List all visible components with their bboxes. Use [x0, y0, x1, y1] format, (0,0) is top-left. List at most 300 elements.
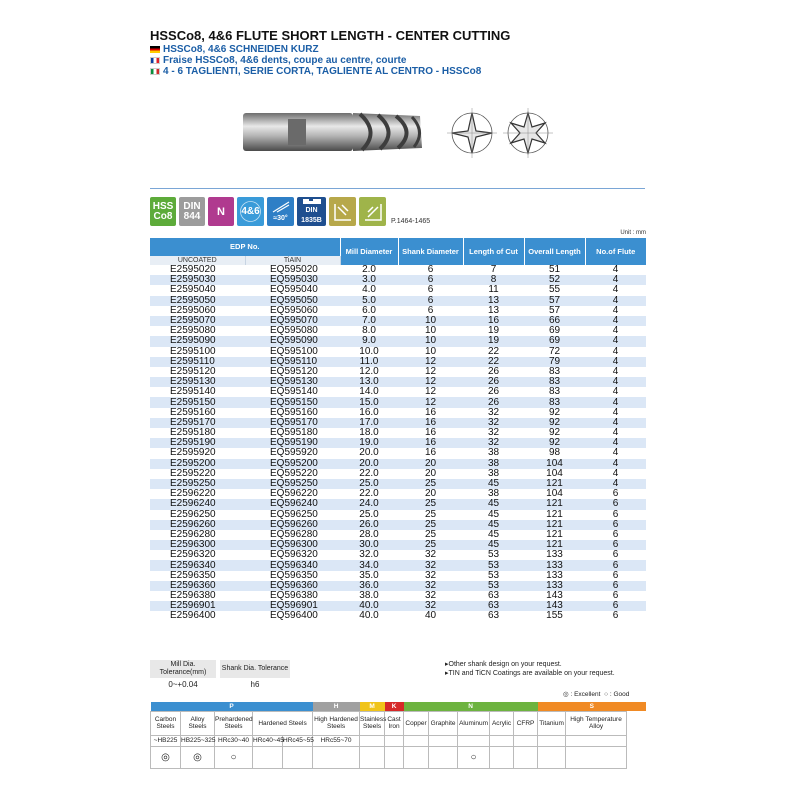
shank-diameter-cell: 12 [398, 357, 463, 367]
length-of-cut-cell: 38 [487, 467, 500, 479]
overall-length-cell: 83 [524, 397, 585, 407]
edp-tiain-cell: EQ595250 [245, 479, 340, 489]
mill-diameter-cell: 11.0 [340, 357, 398, 367]
length-of-cut-cell: 45 [463, 540, 524, 550]
edp-uncoated-cell: E2595150 [150, 397, 245, 407]
note-arrow-icon: ▸ [445, 661, 449, 668]
divider [150, 188, 645, 189]
subtitle-de [150, 44, 650, 55]
material-rating-cell [385, 746, 404, 768]
material-hardness-cell [404, 735, 429, 746]
edp-tiain-cell: EQ596350 [270, 569, 318, 581]
material-group-m: M [360, 702, 385, 711]
flute-count-cell: 6 [612, 528, 619, 540]
table-row [150, 347, 646, 357]
flute-count-header: No.of Flute [585, 238, 646, 265]
flute-count-cell: 4 [585, 418, 646, 428]
table-row [150, 571, 646, 581]
table-row [150, 367, 646, 377]
overall-length-cell: 83 [548, 386, 561, 398]
table-row [150, 581, 646, 591]
shank-diameter-cell: 12 [424, 386, 437, 398]
shank-diameter-cell: 16 [424, 427, 437, 439]
edp-uncoated-cell: E2595030 [150, 275, 245, 285]
material-name-cell: Copper [404, 711, 429, 735]
table-row [150, 306, 646, 316]
shank-diameter-cell: 25 [398, 520, 463, 530]
material-rating-cell [538, 746, 566, 768]
length-of-cut-cell: 26 [487, 365, 500, 377]
good-icon: ○ [604, 691, 609, 698]
table-row [150, 387, 646, 397]
product-illustration [150, 83, 645, 188]
material-name-cell: Graphite [429, 711, 458, 735]
overall-length-cell: 143 [524, 601, 585, 611]
edp-uncoated-cell: E2595190 [150, 438, 245, 448]
overall-length-cell: 83 [548, 365, 561, 377]
shank-diameter-cell: 10 [398, 316, 463, 326]
flute-count-cell: 6 [612, 508, 619, 520]
material-hardness-cell [458, 735, 490, 746]
mill-tolerance-label: Mill Dia. Tolerance(mm) [150, 660, 216, 678]
mill-diameter-cell: 8.0 [362, 325, 376, 337]
edp-tiain-cell: EQ595180 [270, 427, 318, 439]
mill-diameter-cell: 12.0 [359, 365, 379, 377]
material-name-cell: Hardened Steels [253, 711, 313, 735]
overall-length-cell: 66 [524, 316, 585, 326]
length-of-cut-cell: 11 [488, 284, 499, 296]
length-of-cut-cell: 45 [487, 528, 500, 540]
table-row [150, 459, 646, 469]
edp-uncoated-cell: E2595170 [150, 418, 245, 428]
shank-diameter-cell: 12 [398, 377, 463, 387]
edp-uncoated-cell: E2595110 [150, 357, 245, 367]
edp-tiain-cell: EQ595120 [270, 365, 318, 377]
edp-tiain-cell: EQ595110 [245, 357, 340, 367]
overall-length-cell: 143 [546, 590, 563, 602]
material-hardness-cell [490, 735, 514, 746]
overall-length-cell: 133 [524, 560, 585, 570]
edp-tiain-cell: EQ595150 [245, 397, 340, 407]
edp-uncoated-cell: E2596901 [150, 601, 245, 611]
four-flute-end-view-icon [447, 108, 497, 158]
length-of-cut-cell: 63 [487, 590, 500, 602]
material-name-cell: Acrylic [490, 711, 514, 735]
legend-good: Good [613, 691, 630, 698]
table-row [150, 275, 646, 285]
mill-diameter-cell: 40.0 [359, 610, 379, 622]
edp-tiain-cell: EQ595170 [245, 418, 340, 428]
material-group-s: S [538, 702, 646, 711]
length-of-cut-cell: 45 [487, 508, 500, 520]
edp-uncoated-cell: E2595140 [170, 386, 216, 398]
overall-length-cell: 155 [546, 610, 563, 622]
edp-uncoated-cell: E2596220 [170, 488, 216, 500]
german-flag-icon [150, 46, 160, 53]
flute-count-text: 4&6 [241, 205, 260, 217]
flute-count-cell: 4 [585, 357, 646, 367]
overall-length-cell: 79 [524, 357, 585, 367]
shank-diameter-cell: 6 [427, 304, 434, 316]
table-row [150, 316, 646, 326]
table-row [150, 438, 646, 448]
shank-diameter-cell: 16 [398, 418, 463, 428]
edp-uncoated-cell: E2595020 [170, 264, 216, 276]
shank-diameter-cell: 25 [424, 528, 437, 540]
material-hardness-cell [360, 735, 385, 746]
flute-count-cell: 6 [612, 590, 619, 602]
edp-uncoated-cell: E2596360 [150, 581, 245, 591]
material-hardness-cell [538, 735, 566, 746]
edp-uncoated-cell: E2595080 [170, 325, 216, 337]
shank-diameter-cell: 16 [424, 447, 437, 459]
material-table-body [151, 702, 647, 768]
table-row [150, 550, 646, 560]
mill-diameter-cell: 4.0 [362, 284, 376, 296]
edp-tiain-cell: EQ595130 [245, 377, 340, 387]
material-name-cell: Stainless Steels [360, 711, 385, 735]
length-of-cut-cell: 32 [463, 438, 524, 448]
notes [445, 660, 615, 678]
flute-count-cell: 6 [585, 560, 646, 570]
feature-badges [150, 194, 430, 226]
table-row [150, 560, 646, 570]
overall-length-cell: 92 [548, 406, 561, 418]
table-row [150, 479, 646, 489]
length-of-cut-cell: 63 [463, 601, 524, 611]
page-reference: P.1464-1465 [391, 218, 431, 225]
edp-uncoated-cell: E2595200 [150, 459, 245, 469]
table-row [150, 489, 646, 499]
overall-length-cell: 83 [524, 377, 585, 387]
material-name-cell: Prehardened Steels [215, 711, 253, 735]
edp-uncoated-cell: E2596320 [170, 549, 216, 561]
edp-tiain-cell: EQ595030 [245, 275, 340, 285]
table-row [150, 377, 646, 387]
material-name-cell: Titanium [538, 711, 566, 735]
tiain-header: TiAIN [245, 256, 340, 265]
mill-diameter-cell: 6.0 [362, 304, 376, 316]
overall-length-cell: 98 [548, 447, 561, 459]
mill-diameter-cell: 22.0 [359, 488, 379, 500]
flute-count-cell: 4 [585, 275, 646, 285]
edp-tiain-cell: EQ596400 [270, 610, 318, 622]
edp-uncoated-cell: E2595920 [170, 447, 216, 459]
overall-length-cell: 92 [548, 427, 561, 439]
mill-diameter-cell: 20.0 [340, 459, 398, 469]
edp-uncoated-cell: E2595120 [170, 365, 216, 377]
material-names-row [151, 711, 647, 735]
mill-diameter-cell: 38.0 [359, 590, 379, 602]
edp-uncoated-cell: E2596280 [170, 528, 216, 540]
table-row [150, 285, 646, 295]
shank-diameter-cell: 6 [427, 284, 434, 296]
helix-angle-badge [267, 197, 294, 226]
mill-diameter-cell: 3.0 [340, 275, 398, 285]
length-of-cut-cell: 19 [463, 336, 524, 346]
overall-length-cell: 104 [546, 467, 563, 479]
mill-diameter-cell: 20.0 [359, 447, 379, 459]
uncoated-header: UNCOATED [150, 256, 245, 265]
table-row [150, 520, 646, 530]
material-name-cell: High Temperature Alloy [566, 711, 627, 735]
legend-excellent: Excellent [574, 691, 601, 698]
flute-count-cell: 4 [585, 316, 646, 326]
din-844-badge [179, 197, 205, 226]
flute-count-cell: 4 [612, 264, 619, 276]
din2-badge-line1: DIN [305, 207, 318, 214]
flute-count-cell: 6 [585, 540, 646, 550]
shank-diameter-cell: 40 [424, 610, 437, 622]
shank-diameter-cell: 16 [424, 406, 437, 418]
flute-count-cell: 4 [612, 406, 619, 418]
shank-diameter-cell: 25 [424, 508, 437, 520]
edp-tiain-cell: EQ596340 [245, 560, 340, 570]
edp-uncoated-cell: E2595060 [170, 304, 216, 316]
flute-count-cell: 4 [612, 386, 619, 398]
material-rating-cell [514, 746, 538, 768]
flute-count-cell: 4 [612, 467, 619, 479]
shank-diameter-cell: 32 [424, 569, 437, 581]
french-flag-icon [150, 57, 160, 64]
length-of-cut-cell: 53 [487, 569, 500, 581]
flute-count-cell: 4 [612, 427, 619, 439]
overall-length-cell: 92 [524, 418, 585, 428]
shank-diameter-cell: 6 [398, 275, 463, 285]
italian-flag-icon [150, 68, 160, 75]
mill-diameter-cell: 25.0 [359, 508, 379, 520]
table-row [150, 499, 646, 509]
mill-diameter-cell: 19.0 [340, 438, 398, 448]
edp-uncoated-cell: E2596380 [170, 590, 216, 602]
length-of-cut-cell: 8 [463, 275, 524, 285]
overall-length-header: Overall Length [524, 238, 585, 265]
edp-tiain-cell: EQ595160 [270, 406, 318, 418]
material-rating-cell [313, 746, 360, 768]
shank-diameter-cell: 32 [424, 590, 437, 602]
legend: ◎ : Excellent ○ : Good [563, 691, 630, 698]
flute-count-cell: 4 [612, 345, 619, 357]
edp-tiain-cell: EQ596240 [245, 499, 340, 509]
tolerance-table [150, 660, 290, 692]
overall-length-cell: 69 [548, 325, 561, 337]
table-row [150, 265, 646, 275]
overall-length-cell: 121 [524, 479, 585, 489]
edp-uncoated-cell: E2595050 [150, 296, 245, 306]
material-suitability-table [150, 702, 646, 769]
material-rating-cell [404, 746, 429, 768]
product-table [150, 238, 646, 622]
length-of-cut-cell: 32 [487, 427, 500, 439]
edp-uncoated-cell: E2596300 [150, 540, 245, 550]
length-of-cut-cell: 63 [487, 610, 500, 622]
hss-badge-line1: HSS [152, 200, 174, 212]
mill-diameter-cell: 34.0 [340, 560, 398, 570]
flute-count-cell: 4 [585, 377, 646, 387]
overall-length-cell: 104 [524, 459, 585, 469]
shank-icon [301, 197, 323, 206]
material-rating-row [151, 746, 647, 768]
edp-uncoated-cell: E2595220 [170, 467, 216, 479]
product-table-body [150, 265, 646, 622]
mill-diameter-cell: 14.0 [359, 386, 379, 398]
shank-diameter-cell: 32 [398, 601, 463, 611]
flute-count-cell: 4 [585, 336, 646, 346]
subtitle-it [150, 66, 650, 77]
subtitle-fr-text: Fraise HSSCo8, 4&6 dents, coupe au centre, courte [163, 55, 407, 66]
hss-co8-badge [150, 197, 176, 226]
length-of-cut-cell: 19 [487, 325, 500, 337]
end-mill-icon [243, 113, 422, 151]
shank-diameter-cell: 6 [427, 264, 434, 276]
n-type-badge: N [208, 197, 234, 226]
shank-diameter-cell: 10 [424, 325, 437, 337]
material-group-n: N [404, 702, 538, 711]
edp-tiain-cell: EQ595040 [270, 284, 318, 296]
shank-diameter-cell: 20 [424, 488, 437, 500]
mill-diameter-cell: 24.0 [340, 499, 398, 509]
flute-count-cell: 4 [585, 296, 646, 306]
length-of-cut-cell: 53 [463, 560, 524, 570]
table-row [150, 530, 646, 540]
edp-uncoated-cell: E2595070 [150, 316, 245, 326]
material-group-k: K [385, 702, 404, 711]
edp-uncoated-cell: E2595100 [170, 345, 216, 357]
material-hardness-cell: HRc45~55 [283, 737, 314, 744]
length-of-cut-cell: 53 [487, 549, 500, 561]
shank-diameter-cell: 25 [398, 499, 463, 509]
edp-tiain-cell: EQ595090 [245, 336, 340, 346]
end-mill-drawing [150, 83, 645, 188]
length-of-cut-cell: 13 [463, 296, 524, 306]
edp-uncoated-cell: E2596400 [170, 610, 216, 622]
mill-diameter-cell: 15.0 [340, 397, 398, 407]
material-group-row [151, 702, 647, 711]
mill-diameter-cell: 17.0 [340, 418, 398, 428]
helix-angle-icon [271, 200, 291, 214]
mill-diameter-cell: 13.0 [340, 377, 398, 387]
edp-tiain-cell: EQ596380 [270, 590, 318, 602]
length-of-cut-cell: 26 [463, 377, 524, 387]
flute-count-cell: 6 [612, 569, 619, 581]
edp-tiain-cell: EQ595060 [270, 304, 318, 316]
shank-diameter-cell: 25 [398, 540, 463, 550]
overall-length-cell: 57 [548, 304, 561, 316]
shank-diameter-cell: 10 [398, 336, 463, 346]
material-name-cell: Cast Iron [385, 711, 404, 735]
table-row [150, 469, 646, 479]
length-of-cut-cell: 16 [463, 316, 524, 326]
material-hardness-cell [514, 735, 538, 746]
edp-tiain-cell: EQ596250 [270, 508, 318, 520]
material-rating-cell: ○ [215, 746, 253, 768]
mill-diameter-header: Mill Diameter [340, 238, 398, 265]
shank-diameter-cell: 12 [398, 397, 463, 407]
subtitle-it-text: 4 - 6 TAGLIENTI, SERIE CORTA, TAGLIENTE AL CENTRO - HSSCo8 [163, 66, 482, 77]
flute-count-cell: 4 [612, 284, 619, 296]
material-rating-cell: ◎ [181, 746, 215, 768]
length-of-cut-cell: 45 [463, 520, 524, 530]
flute-count-badge [237, 197, 264, 226]
shank-diameter-cell: 10 [424, 345, 437, 357]
shank-diameter-cell: 16 [398, 438, 463, 448]
overall-length-cell: 72 [548, 345, 561, 357]
table-row [150, 336, 646, 346]
material-hardness-cell [566, 735, 627, 746]
edp-tiain-cell: EQ595920 [270, 447, 318, 459]
material-hardness-cell: HRc30~40 [215, 735, 253, 746]
table-row [150, 540, 646, 550]
length-of-cut-cell: 38 [463, 459, 524, 469]
overall-length-cell: 121 [524, 520, 585, 530]
flute-count-cell: 4 [585, 397, 646, 407]
flute-count-cell: 6 [585, 601, 646, 611]
edp-uncoated-cell: E2595180 [170, 427, 216, 439]
overall-length-cell: 121 [524, 499, 585, 509]
table-row [150, 611, 646, 621]
din-badge-line1: DIN [183, 200, 201, 212]
overall-length-cell: 92 [524, 438, 585, 448]
material-name-cell: High Hardened Steels [313, 711, 360, 735]
slotting-badge [359, 197, 386, 226]
overall-length-cell: 133 [546, 569, 563, 581]
hss-badge-line2: Co8 [153, 210, 173, 222]
material-hardness-cell: HRc55~70 [313, 735, 360, 746]
edp-uncoated-cell: E2596350 [170, 569, 216, 581]
mill-diameter-cell: 10.0 [359, 345, 379, 357]
shank-diameter-cell: 32 [398, 560, 463, 570]
table-row [150, 408, 646, 418]
edp-tiain-cell: EQ596280 [270, 528, 318, 540]
flute-count-cell: 6 [612, 610, 619, 622]
table-row [150, 510, 646, 520]
material-rating-cell [253, 746, 283, 768]
edp-uncoated-cell: E2595130 [150, 377, 245, 387]
overall-length-cell: 121 [524, 540, 585, 550]
material-group-h: H [313, 702, 360, 711]
edp-tiain-cell: EQ595070 [245, 316, 340, 326]
mill-diameter-cell: 30.0 [340, 540, 398, 550]
edp-tiain-cell: EQ596901 [245, 601, 340, 611]
shank-tolerance-label: Shank Dia. Tolerance [220, 660, 290, 678]
length-of-cut-cell: 7 [490, 264, 497, 276]
material-hardness-row [151, 735, 647, 746]
table-row [150, 357, 646, 367]
length-of-cut-cell: 38 [487, 447, 500, 459]
edp-uncoated-cell: E2595090 [150, 336, 245, 346]
table-row [150, 448, 646, 458]
overall-length-cell: 121 [546, 528, 563, 540]
overall-length-cell: 57 [524, 296, 585, 306]
material-rating-cell [566, 746, 627, 768]
shank-diameter-cell: 12 [424, 365, 437, 377]
shank-diameter-cell: 6 [398, 296, 463, 306]
material-hardness-cell: HRc40~45 [253, 737, 284, 744]
table-row [150, 591, 646, 601]
unit-label: Unit : mm [620, 230, 646, 236]
six-flute-end-view-icon [503, 108, 553, 158]
excellent-icon: ◎ [563, 691, 569, 698]
material-rating-cell [360, 746, 385, 768]
edp-tiain-cell: EQ595140 [270, 386, 318, 398]
overall-length-cell: 133 [524, 581, 585, 591]
shank-tolerance-value: h6 [250, 680, 260, 689]
material-rating-cell: ○ [458, 746, 490, 768]
material-rating-cell [283, 746, 313, 768]
edp-tiain-cell: EQ596320 [270, 549, 318, 561]
mill-diameter-cell: 7.0 [340, 316, 398, 326]
shank-diameter-cell: 32 [398, 581, 463, 591]
